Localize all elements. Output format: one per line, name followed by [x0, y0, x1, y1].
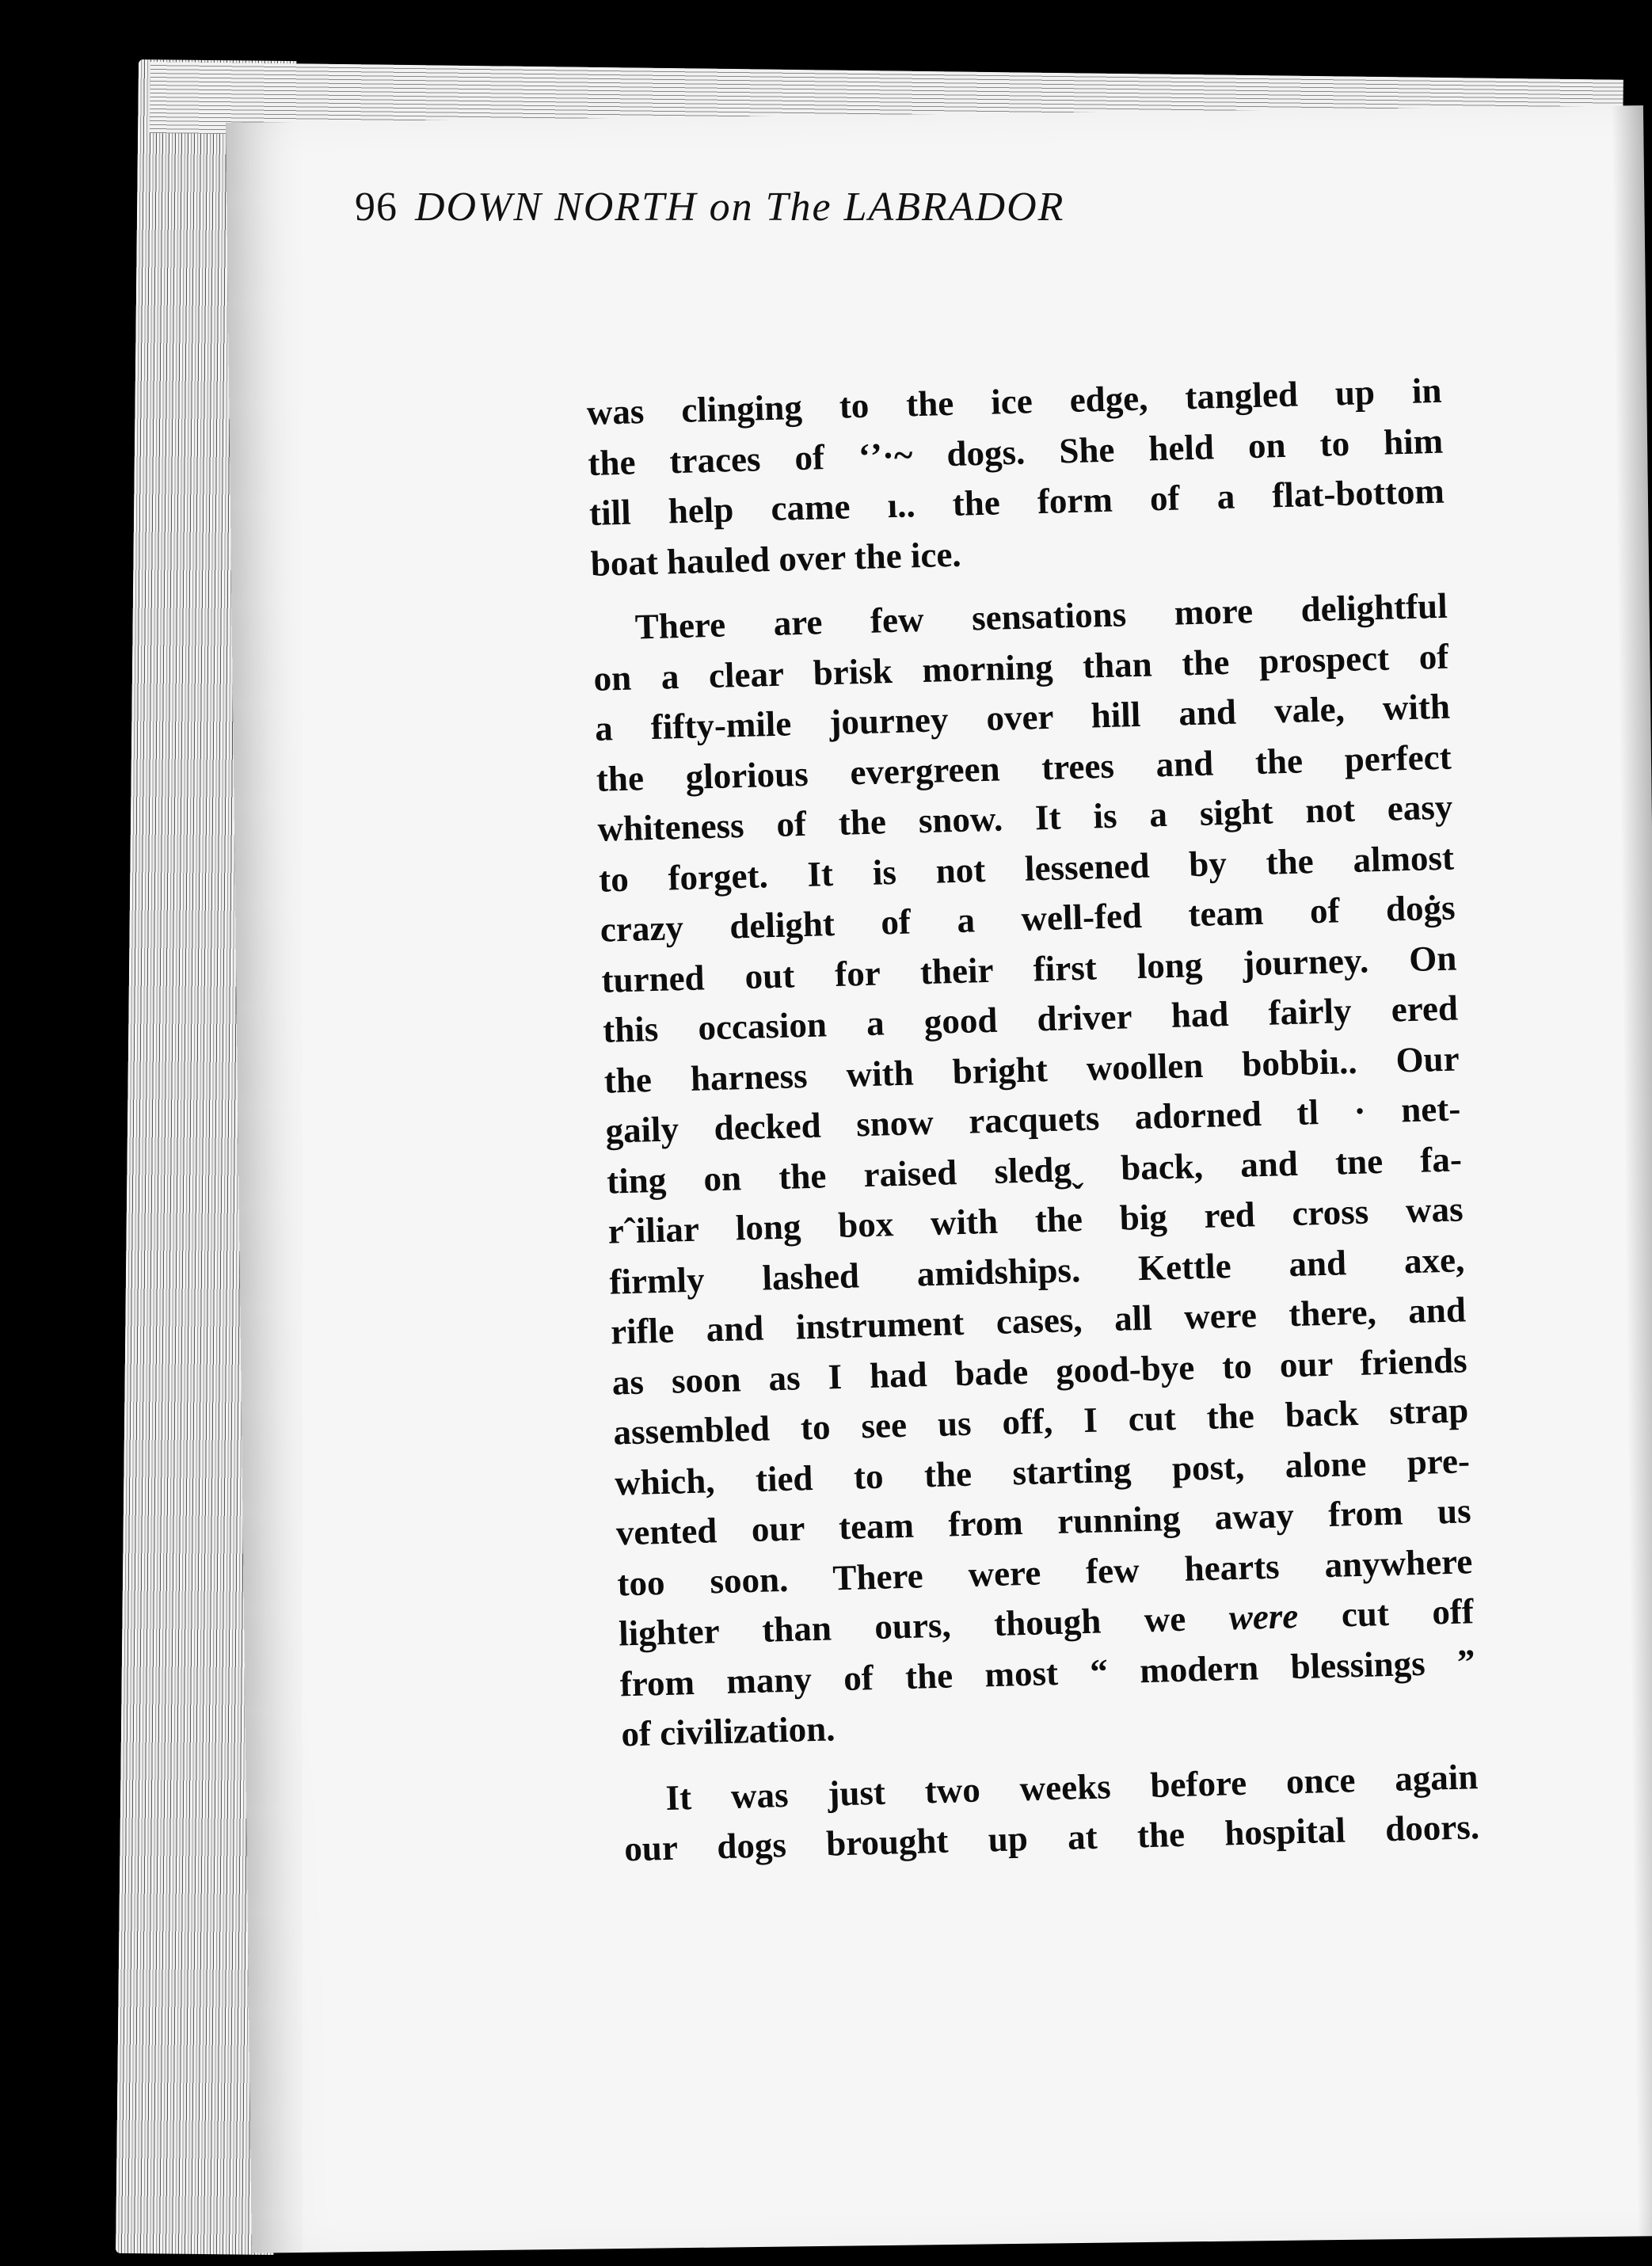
page-number: 96 [355, 185, 398, 230]
book-title: DOWN NORTH on The LABRADOR [415, 185, 1065, 230]
text-segment: cut off [1297, 1591, 1475, 1636]
text-line: our dogs brought up at the hospital doors. [623, 1807, 1480, 1869]
text-line: vented our team from running away from us [615, 1491, 1472, 1553]
text-line: turned out for their first long journey. On [600, 937, 1457, 1000]
text-line: assembled to see us off, I cut the back strap [612, 1390, 1469, 1453]
text-line: this occasion a good driver had fairly ered [602, 988, 1459, 1050]
text-line: too soon. There were few hearts anywhere [616, 1540, 1473, 1603]
text-line: of civilization. [620, 1708, 836, 1754]
text-line: on a clear brisk morning than the prospect of [592, 636, 1449, 699]
text-line: the traces of ‘’·~ dogs. She held on to him [587, 421, 1444, 483]
text-line: as soon as I had bade good-bye to our friends [611, 1339, 1468, 1403]
text-line: was clinging to the ice edge, tangled up in [586, 370, 1443, 432]
text-line: It was just two weeks before once again [664, 1756, 1479, 1818]
text-segment: lighter than ours, though we [618, 1598, 1230, 1654]
text-line: gaily decked snow racquets adorned tl · net- [604, 1088, 1461, 1151]
body-text [586, 366, 1480, 1875]
text-line: whiteness of the snow. It is a sight not easy [596, 786, 1453, 849]
text-line: the glorious evergreen trees and the perfect [596, 737, 1452, 799]
text-line: a fifty-mile journey over hill and vale, with [594, 686, 1451, 748]
text-line: boat hauled over the ice. [590, 534, 962, 584]
text-line: crazy delight of a well-fed team of doġs [600, 887, 1456, 950]
text-line: ting on the raised sledgˬ back, and tne fa- [606, 1138, 1463, 1202]
text-line: to forget. It is not lessened by the almost [598, 837, 1455, 900]
text-line: firmly lashed amidships. Kettle and axe, [608, 1239, 1465, 1302]
running-head [355, 184, 1064, 230]
text-line: rifle and instrument cases, all were there, and [610, 1289, 1467, 1352]
italic-word: were [1228, 1595, 1299, 1638]
text-line: rˆiliar long box with the big red cross was [607, 1189, 1464, 1251]
text-line: from many of the most “ modern blessings ” [619, 1641, 1476, 1704]
text-line: which, tied to the starting post, alone pre- [614, 1440, 1471, 1503]
text-line: till help came ı.. the form of a flat-bottom [588, 470, 1445, 533]
page-gutter-shadow [1612, 105, 1652, 2236]
text-line: the harness with bright woollen bobbiı.. Our [603, 1038, 1460, 1101]
text-line: There are few sensations more delightful [634, 585, 1448, 647]
